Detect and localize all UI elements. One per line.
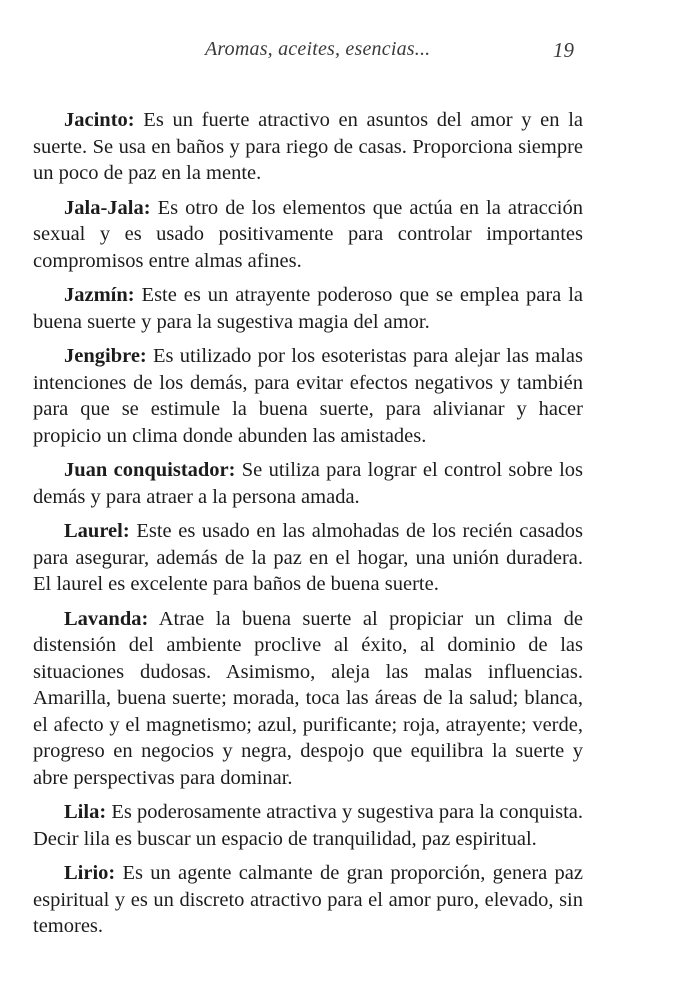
- entry-text: Este es usado en las almohadas de los recién casados para asegurar, además de la paz en el hogar, una unión duradera. El laurel es excelente para baños de buena suerte.: [33, 520, 584, 595]
- page-number: 19: [553, 38, 574, 62]
- entry-term: Juan conquistador:: [64, 459, 236, 481]
- entry-term: Laurel:: [64, 520, 130, 542]
- entry-laurel: [33, 518, 583, 598]
- entry-text: Este es un atrayente poderoso que se emplea para la buena suerte y para la sugestiva magia del amor.: [33, 284, 583, 333]
- entry-jacinto: [33, 107, 583, 187]
- entry-text: Atrae la buena suerte al propiciar un clima de distensión del ambiente proclive al éxito, al dominio de las situaciones dudosas. Asimismo, aleja las malas influencias. Amarilla, buena suerte; morada, toca las áreas de la salud; blanca, el afecto y el magnetismo; azul, purificante; roja, atrayente; verde, progreso en negocios y negra, despojo que equilibra la suerte y abre perspectivas para dominar.: [33, 607, 584, 789]
- entry-text: Es poderosamente atractiva y sugestiva para la conquista. Decir lila es buscar un espacio de tranquilidad, paz espiritual.: [33, 801, 583, 850]
- entry-lila: [33, 799, 583, 852]
- entry-jengibre: [33, 343, 583, 449]
- entry-term: Lila:: [64, 801, 107, 823]
- entry-juan-conquistador: [33, 457, 583, 510]
- entry-term: Lirio:: [64, 862, 116, 884]
- entry-term: Jacinto:: [64, 109, 135, 131]
- entry-term: Lavanda:: [64, 607, 149, 630]
- page-body: [33, 107, 583, 948]
- entry-jala-jala: [33, 195, 583, 275]
- entry-lavanda: [33, 606, 583, 792]
- entry-text: Es otro de los elementos que actúa en la atracción sexual y es usado positivamente para controlar importantes compromisos entre almas afines.: [33, 196, 583, 272]
- entry-text: Se utiliza para lograr el control sobre los demás y para atraer a la persona amada.: [33, 459, 583, 508]
- entry-term: Jazmín:: [64, 284, 135, 306]
- entry-term: Jala-Jala:: [64, 196, 151, 219]
- entry-term: Jengibre:: [64, 345, 147, 367]
- running-header: [0, 38, 700, 68]
- entry-jazmin: [33, 282, 583, 335]
- entry-text: Es un agente calmante de gran proporción, genera paz espiritual y es un discreto atractivo para el amor puro, elevado, sin temores.: [33, 862, 583, 937]
- entry-text: Es un fuerte atractivo en asuntos del amor y en la suerte. Se usa en baños y para riego de casas. Proporciona siempre un poco de paz en la mente.: [33, 109, 584, 184]
- running-title: Aromas, aceites, esencias...: [205, 38, 431, 60]
- entry-lirio: [33, 860, 583, 940]
- entry-text: Es utilizado por los esoteristas para alejar las malas intenciones de los demás, para evitar efectos negativos y también para que se estimule la buena suerte, para alivianar y hacer propicio un clima donde abunden las amistades.: [33, 345, 583, 447]
